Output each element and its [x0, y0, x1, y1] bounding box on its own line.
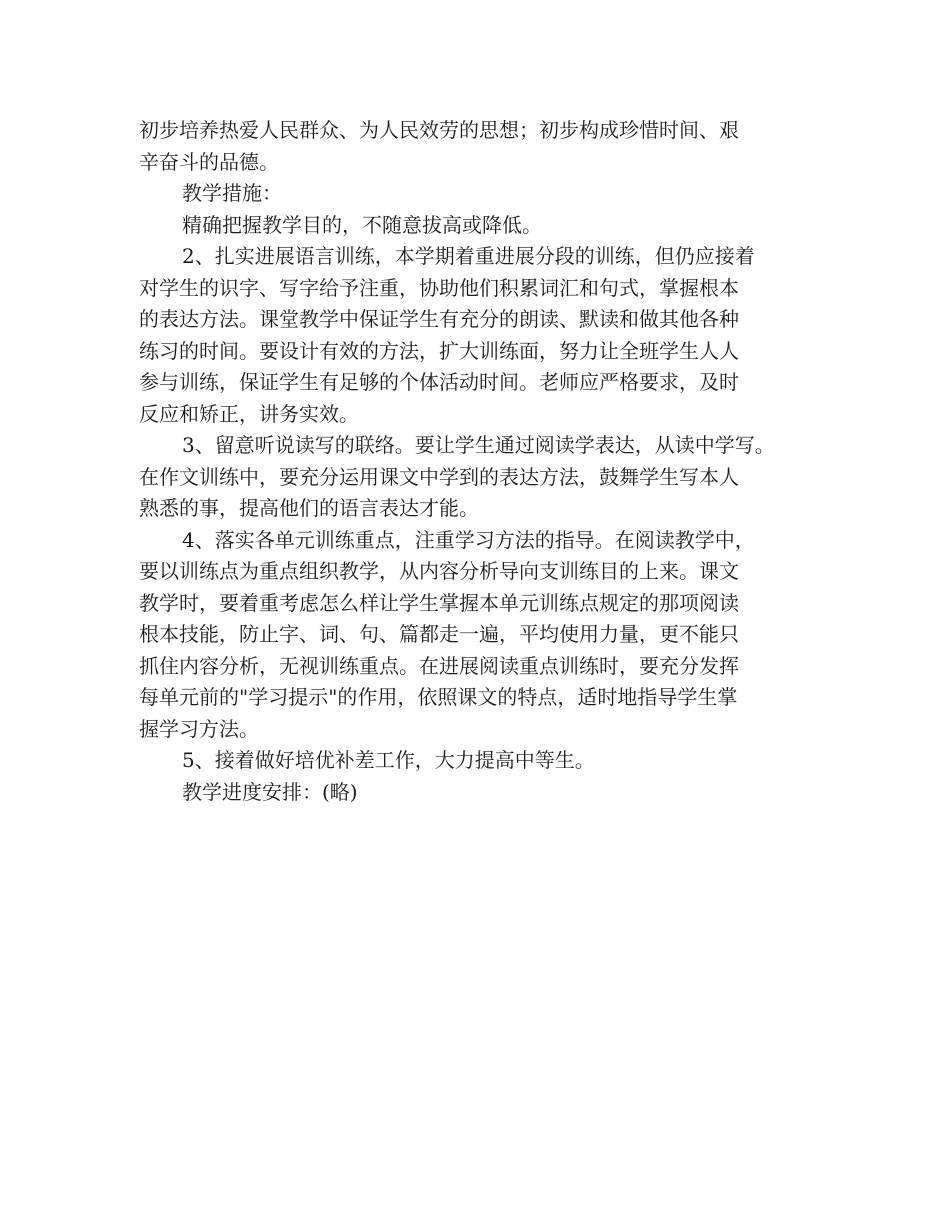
- text-line: 教学时，要着重考虑怎么样让学生掌握本单元训练点规定的那项阅读: [139, 590, 739, 615]
- text-line: 2、扎实进展语言训练，本学期着重进展分段的训练，但仍应接着: [182, 244, 755, 268]
- text-line: 4、落实各单元训练重点，注重学习方法的指导。在阅读教学中，: [182, 527, 755, 552]
- text-line: 要以训练点为重点组织教学，从内容分析导向支训练目的上来。课文: [139, 559, 739, 583]
- text-line: 精确把握教学目的，不随意拔高或降低。: [182, 212, 542, 237]
- text-line: 熟悉的事，提高他们的语言表达才能。: [139, 496, 479, 520]
- text-line: 反应和矫正，讲务实效。: [139, 401, 359, 426]
- text-line: 每单元前的"学习提示"的作用，依照课文的特点，适时地指导学生掌: [139, 685, 738, 709]
- text-line: 的表达方法。课堂教学中保证学生有充分的朗读、默读和做其他各种: [139, 307, 739, 331]
- document-body: [139, 115, 823, 808]
- section-heading: 教学进度安排：(略): [182, 779, 358, 804]
- text-line: 练习的时间。要设计有效的方法，扩大训练面，努力让全班学生人人: [139, 338, 739, 363]
- text-line: 抓住内容分析，无视训练重点。在进展阅读重点训练时，要充分发挥: [139, 653, 739, 678]
- text-line: 初步培养热爱人民群众、为人民效劳的思想；初步构成珍惜时间、艰: [139, 118, 739, 142]
- text-line: 根本技能，防止字、词、句、篇都走一遍，平均使用力量，更不能只: [139, 622, 739, 646]
- text-line: 辛奋斗的品德。: [139, 149, 279, 174]
- text-line: 握学习方法。: [139, 716, 259, 741]
- section-heading: 教学措施：: [182, 181, 282, 205]
- text-line: 5、接着做好培优补差工作，大力提高中等生。: [182, 748, 595, 772]
- text-line: 在作文训练中，要充分运用课文中学到的表达方法，鼓舞学生写本人: [139, 464, 739, 489]
- text-line: 3、留意听说读写的联络。要让学生通过阅读学表达，从读中学写。: [182, 433, 775, 457]
- text-line: 对学生的识字、写字给予注重，协助他们积累词汇和句式，掌握根本: [139, 275, 739, 300]
- text-line: 参与训练，保证学生有足够的个体活动时间。老师应严格要求，及时: [139, 370, 739, 394]
